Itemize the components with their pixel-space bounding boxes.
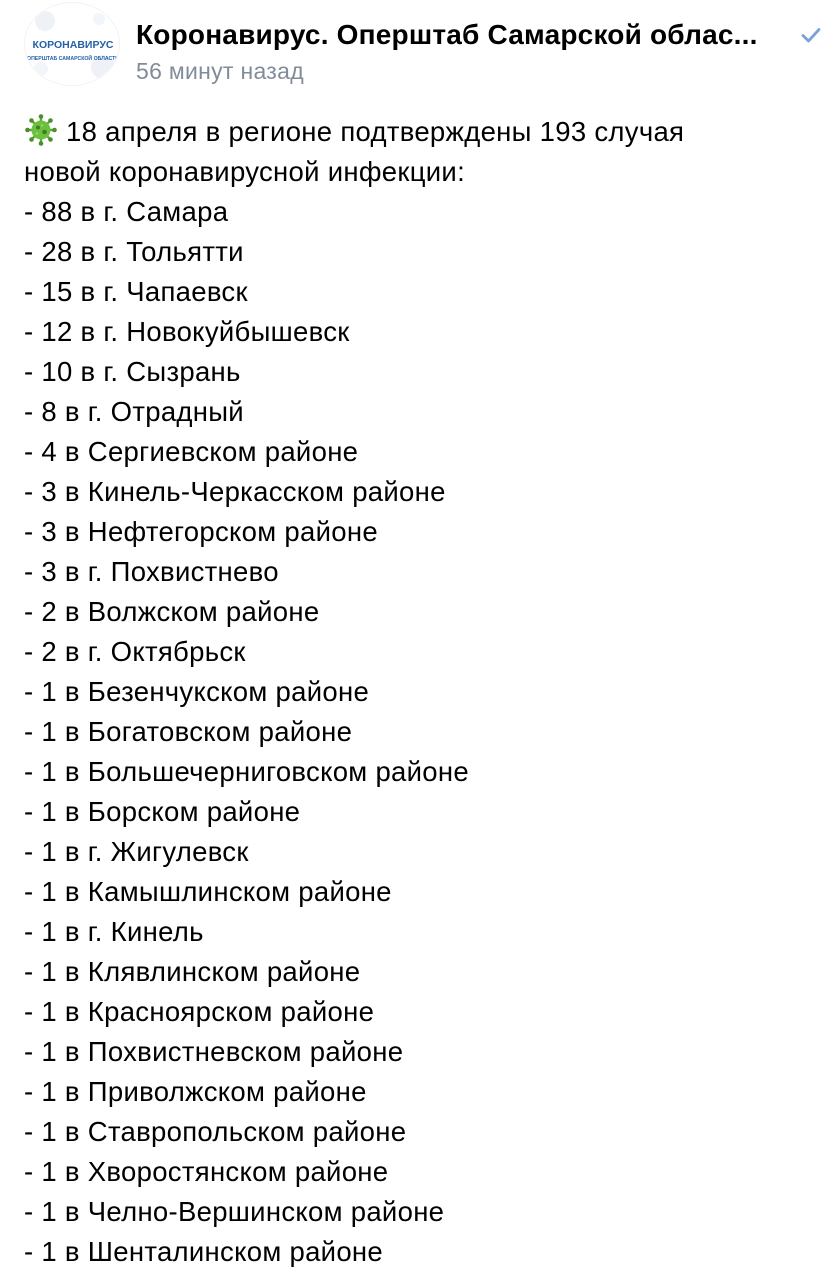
list-item: - 12 в г. Новокуйбышевск	[24, 316, 350, 347]
virus-emoji-icon	[24, 113, 58, 147]
author-name[interactable]: Коронавирус. Оперштаб Самарской облас...	[136, 19, 758, 50]
list-item: - 1 в Приволжском районе	[24, 1076, 367, 1107]
list-item: - 1 в Шенталинском районе	[24, 1236, 383, 1267]
intro-text-line1: 18 апреля в регионе подтверждены 193 случая	[66, 116, 685, 147]
list-item: - 3 в г. Похвистнево	[24, 556, 279, 587]
list-item: - 3 в Нефтегорском районе	[24, 516, 378, 547]
post-text	[24, 112, 814, 1272]
list-item: - 1 в г. Кинель	[24, 916, 204, 947]
list-item: - 1 в г. Жигулевск	[24, 836, 249, 867]
list-item: - 1 в Похвистневском районе	[24, 1036, 404, 1067]
list-item: - 4 в Сергиевском районе	[24, 436, 359, 467]
list-item: - 1 в Ставропольском районе	[24, 1116, 407, 1147]
list-item: - 1 в Богатовском районе	[24, 716, 353, 747]
avatar-text-line1: КОРОНАВИРУС	[32, 39, 114, 51]
avatar-logo-icon	[25, 3, 120, 86]
list-item: - 1 в Хворостянском районе	[24, 1156, 389, 1187]
intro-line	[24, 112, 814, 152]
list-item: - 1 в Безенчукском районе	[24, 676, 370, 707]
list-item: - 88 в г. Самара	[24, 196, 229, 227]
list-item: - 1 в Красноярском районе	[24, 996, 375, 1027]
list-item: - 28 в г. Тольятти	[24, 236, 244, 267]
list-item: - 1 в Клявлинском районе	[24, 956, 361, 987]
list-item: - 15 в г. Чапаевск	[24, 276, 248, 307]
post-header	[24, 2, 828, 86]
list-item: - 1 в Челно-Вершинском районе	[24, 1196, 445, 1227]
intro-text-line2: новой коронавирусной инфекции:	[24, 156, 466, 187]
list-item: - 2 в Волжском районе	[24, 596, 320, 627]
list-item: - 1 в Большечерниговском районе	[24, 756, 469, 787]
checkmark-icon	[800, 24, 822, 46]
list-item: - 10 в г. Сызрань	[24, 356, 241, 387]
community-avatar[interactable]	[24, 2, 120, 86]
list-item: - 3 в Кинель-Черкасском районе	[24, 476, 446, 507]
avatar-text-line2: ОПЕРШТАБ САМАРСКОЙ ОБЛАСТИ	[27, 56, 119, 62]
list-item: - 1 в Камышлинском районе	[24, 876, 392, 907]
list-item: - 1 в Борском районе	[24, 796, 301, 827]
list-item: - 2 в г. Октябрьск	[24, 636, 246, 667]
list-item: - 8 в г. Отрадный	[24, 396, 244, 427]
post-time[interactable]: 56 минут назад	[136, 58, 304, 84]
